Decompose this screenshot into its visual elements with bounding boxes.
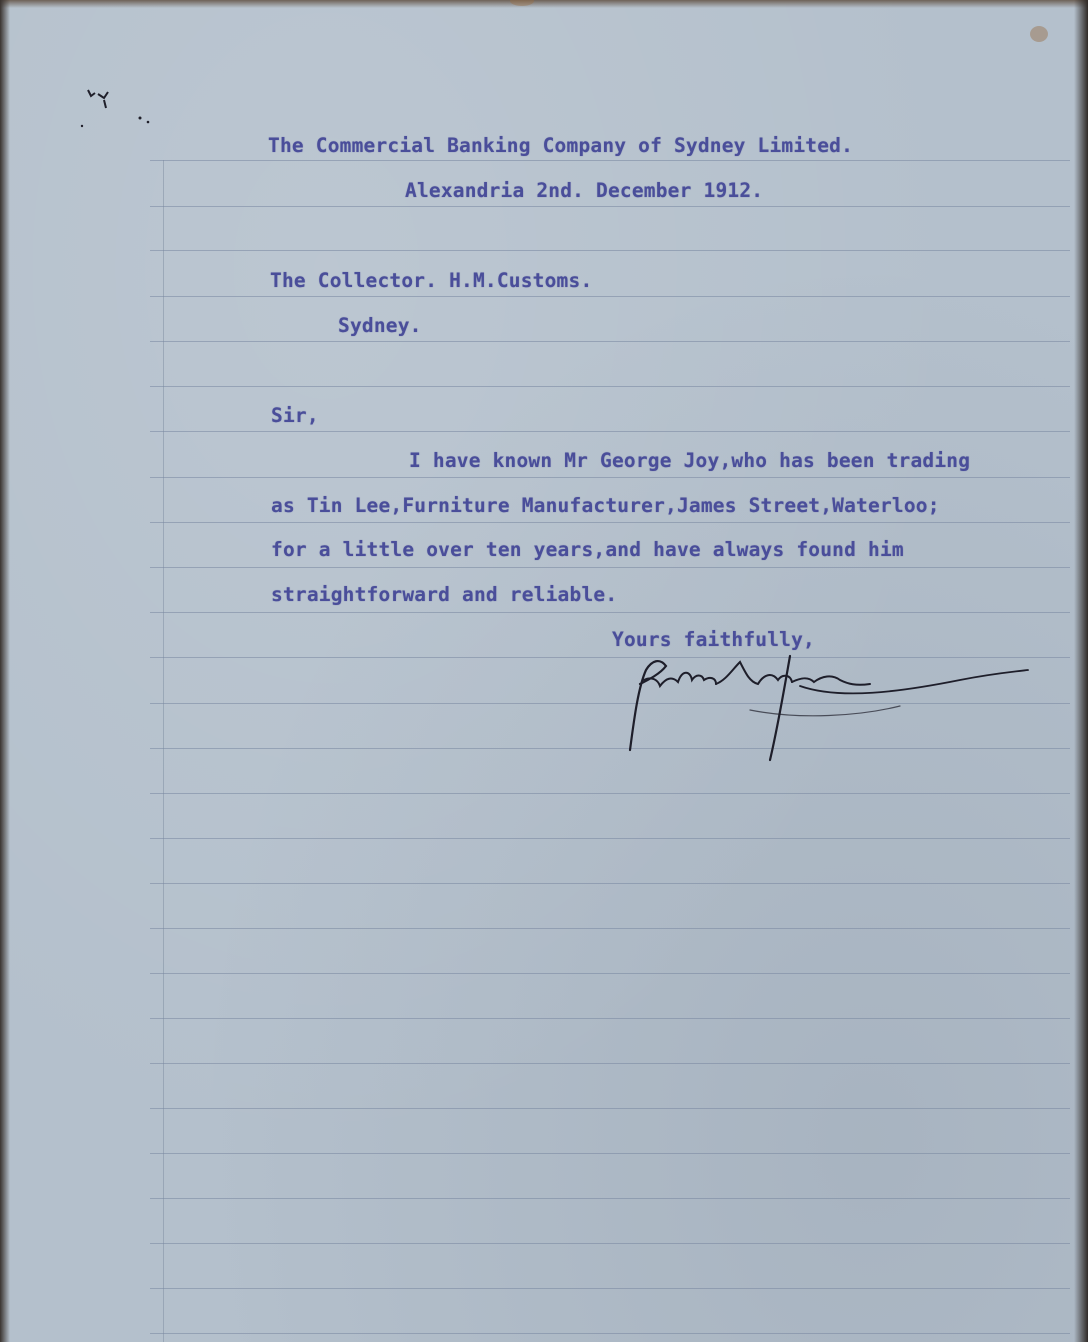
- ruled-line: [150, 1108, 1070, 1109]
- ruled-line: [150, 1333, 1070, 1334]
- recipient-title: The Collector. H.M.Customs.: [270, 269, 593, 292]
- ruled-line: [150, 567, 1070, 568]
- place-and-date: Alexandria 2nd. December 1912.: [405, 179, 764, 202]
- body-line: I have known Mr George Joy,who has been trading: [409, 449, 971, 472]
- margin-rule: [163, 160, 164, 1342]
- ruled-line: [150, 206, 1070, 207]
- ruled-line: [150, 1018, 1070, 1019]
- letterhead: The Commercial Banking Company of Sydney Limited.: [268, 134, 854, 157]
- paper-stain: [1030, 26, 1048, 42]
- body-line: for a little over ten years,and have always found him: [271, 538, 904, 561]
- ruled-line: [150, 431, 1070, 432]
- recipient-city: Sydney.: [338, 314, 422, 337]
- ruled-line: [150, 883, 1070, 884]
- ruled-line: [150, 341, 1070, 342]
- ruled-line: [150, 296, 1070, 297]
- ruled-line: [150, 928, 1070, 929]
- ink-specks: [78, 78, 168, 138]
- ruled-line: [150, 386, 1070, 387]
- ruled-line: [150, 1288, 1070, 1289]
- ruled-line: [150, 612, 1070, 613]
- salutation: Sir,: [271, 404, 319, 427]
- handwritten-signature: [600, 640, 1040, 780]
- page-edge-left: [0, 0, 10, 1342]
- ruled-line: [150, 522, 1070, 523]
- ruled-line: [150, 1063, 1070, 1064]
- ruled-line: [150, 1243, 1070, 1244]
- ruled-line: [150, 973, 1070, 974]
- body-line: as Tin Lee,Furniture Manufacturer,James Street,Waterloo;: [271, 494, 940, 517]
- page-edge-right: [1074, 0, 1088, 1342]
- page-edge-top: [0, 0, 1088, 8]
- ruled-line: [150, 1198, 1070, 1199]
- ruled-line: [150, 160, 1070, 161]
- ruled-line: [150, 477, 1070, 478]
- ruled-line: [150, 1153, 1070, 1154]
- ruled-line: [150, 838, 1070, 839]
- body-line: straightforward and reliable.: [271, 583, 618, 606]
- ruled-line: [150, 793, 1070, 794]
- closing: Yours faithfully,: [612, 628, 815, 651]
- ruled-line: [150, 250, 1070, 251]
